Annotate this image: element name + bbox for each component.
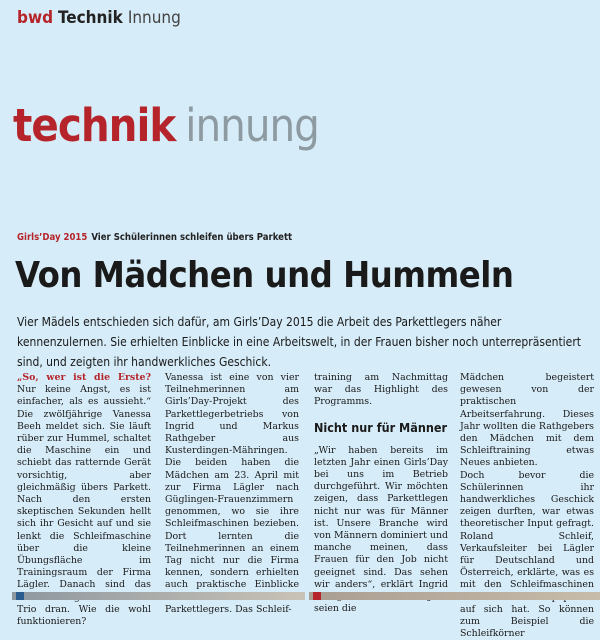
opening-quote: „So, wer ist die Erste?	[17, 372, 151, 383]
column-3-paragraph-1: training am Nachmittag war das Highlight des Programms.	[314, 372, 448, 408]
magazine-header	[17, 8, 181, 28]
article-column-1	[17, 372, 151, 628]
section-logo	[13, 98, 319, 154]
column-2-paragraph-2: Die beiden haben die Mädchen am 23. April mit zur Firma Lägler nach Güglingen-Frauenzimmern genommen, wo sie ihre Schleifmaschinen bezieben. Dort lernten die Teilnehmerinnen an einem Tag nicht nur die Firma kennen, sondern erhielten auch praktische Einblicke Parkettlegers. Das Schleif-	[165, 457, 299, 615]
photo-2-number	[313, 592, 321, 600]
column-1-body: Nur keine Angst, es ist einfacher, als es aussieht.“ Die zwölfjährige Vanessa Beeh meldet sich. Sie läuft rüber zur Hummel, schaltet die Maschine ein und schiebt das ratternde Gerät vorsichtig, aber gleichmäßig übers Parkett. Nach den ersten skeptischen Sekunden hellt sich ihr Gesicht auf und sie lenkt die Schleifmaschine über die kleine Übungsfläche im Trainingsraum der Firma Lägler. Danach sind das Trio dran. Wie die wohl funktionieren?	[17, 384, 151, 628]
photo-1	[12, 592, 305, 600]
kicker-tag: Girls’Day 2015	[17, 232, 88, 243]
article-column-2	[165, 372, 299, 615]
article-kicker	[17, 232, 292, 243]
article-column-4	[460, 372, 594, 640]
article-lead: Vier Mädels entschieden sich dafür, am Girls’Day 2015 die Arbeit des Parkettlegers näher kennenzulernen. Sie erhielten Einblicke in eine Arbeitswelt, in der Frauen bisher noch unterrepräsentiert sind, und zeigten ihr handwerkliches Geschick.	[17, 315, 581, 369]
header-innung: Innung	[127, 8, 181, 28]
photo-2	[309, 592, 600, 600]
logo-innung: innung	[185, 99, 319, 152]
article-headline: Von Mädchen und Hummeln	[15, 255, 514, 296]
kicker-subtitle: Vier Schülerinnen schleifen übers Parkett	[91, 232, 293, 243]
brand-logo: bwd	[17, 8, 54, 28]
column-4-paragraph-1: Mädchen begeistert gewesen von der praktischen Arbeitserfahrung. Dieses Jahr wollten die Rathgebers den Mädchen mit dem Schleiftraining etwas Neues anbieten.	[460, 372, 594, 469]
logo-technik: technik	[13, 99, 176, 152]
header-technik: Technik	[58, 8, 123, 28]
column-3-subheading: Nicht nur für Männer	[314, 419, 448, 435]
column-3-paragraph-2: „Wir haben bereits im letzten Jahr einen Girls’Day bei uns im Betrieb durchgeführt. Wir möchten zeigen, dass Parkettlegen nicht nur was für Männer ist. Unsere Branche wird von Männern dominiert und manche meinen, dass Frauen für den Job nicht geeignet sind. Das sehen wir anders“, erklärt Ingrid seien die	[314, 444, 448, 615]
photo-1-number	[16, 592, 24, 600]
column-1-text	[17, 372, 151, 628]
column-2-paragraph-1: Vanessa ist eine von vier Teilnehmerinnen am Girls’Day-Projekt des Parkettlegerbetriebs von Ingrid und Markus Rathgeber aus Kusterdingen-Mähringen.	[165, 372, 299, 457]
article-column-3	[314, 372, 448, 615]
column-4-paragraph-2: Doch bevor die Schülerinnen ihr handwerkliches Geschick zeigen durften, war etwas theoretischer Input gefragt. Roland Schleif, Verkaufsleiter bei Lägler für Deutschland und Österreich, erklärte, was es mit den Schleifmaschinen auf sich hat. So können zum Beispiel die Schleifkörner	[460, 469, 594, 640]
